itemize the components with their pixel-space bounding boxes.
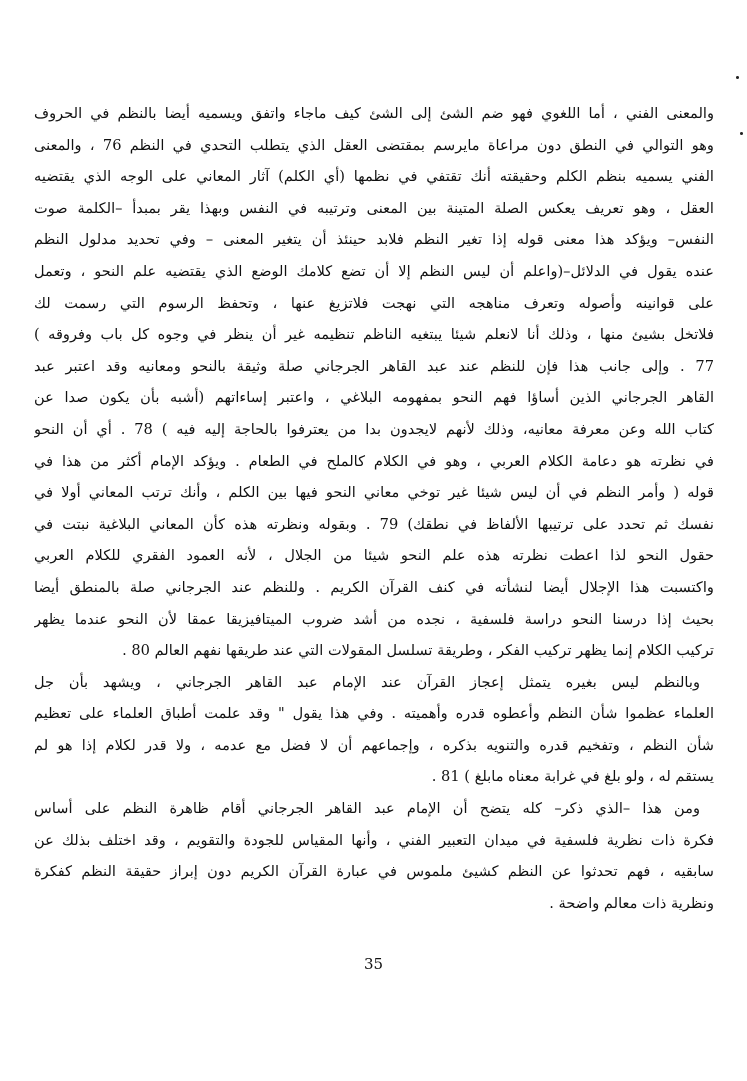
text-line: بحيث إذا درسنا النحو دراسة فلسفية ، نجده من أشد ضروب الميتافيزيقا عمقا لأن النحو عندما يظهر <box>34 610 714 628</box>
text-line: حقول النحو لذا اعطت نظرته هذه علم النحو شيئا من الجلال ، لأنه العمود الفقري للكلام العربي <box>34 547 714 565</box>
text-line: كتاب الله وعن معرفة معانيه، وذلك لأنهم لايجدون بدا من يعترفوا بالحاجة إليه فيه ) 78 . أي أن النحو <box>34 420 714 438</box>
page-number: 35 <box>363 955 384 973</box>
text-line: واكتسبت هذا الإجلال أيضا لنشأته في كنف القرآن الكريم . وللنظم عند الجرجاني صلة بالمنطق أيضا <box>34 578 714 596</box>
text-line: القاهر الجرجاني الذين أساؤا فهم النحو بمفهومه البلاغي ، واعتبر إساءاتهم (أشبه بأن يكون صدا عن <box>34 389 714 407</box>
text-line: في نظرته هو دعامة الكلام العربي ، وهو في الكلام كالملح في الطعام . ويؤكد الإمام أكثر من هذا في <box>34 452 714 470</box>
text-line: وهو التوالي في النطق دون مراعاة مايرسم بمقتضى العقل الذي يتطلب التحدي في النظم 76 ، والمعنى <box>34 136 714 154</box>
text-line: تركيب الكلام إنما يظهر تركيب الفكر ، وطريقة تسلسل المقولات التي عند طريقها نفهم العالم 80 . <box>122 642 714 660</box>
text-line: ومن هذا –الذي ذكر– كله يتضح أن الإمام عبد القاهر الجرجاني أقام ظاهرة النظم على أساس <box>34 800 700 818</box>
text-line: شأن النظم ، وتفخيم قدره والتنويه بذكره ، وإجماعهم أن لا فضل مع عدمه ، ولا قدر لكلام إذا هو لم <box>34 736 714 754</box>
text-line: الفني يسميه بنظم الكلم وحقيقته أنك تقتفي في نظمها (أي الكلم) آثار المعاني على الوجه الذي يقتضيه <box>34 168 714 186</box>
text-line: العقل ، وهو تعريف يعكس الصلة المتينة بين المعنى وترتيبه في النفس وبهذا يقر بمبدأ –الكلمة صوت <box>34 199 714 217</box>
body-text <box>34 98 714 919</box>
text-line: نفسك ثم تحدد على ترتيبها الألفاظ في نطقك) 79 . وبقوله ونظرته هذه كأن المعاني البلاغية نبتت في <box>34 515 714 533</box>
text-line: وبالنظم ليس بغيره يتمثل إعجاز القرآن عند الإمام عبد القاهر الجرجاني ، ويشهد بأن جل <box>34 673 700 691</box>
margin-mark <box>736 76 739 79</box>
text-line: فلاتخل بشيئ منها ، وذلك أنا لانعلم شيئا يبتغيه الناظم تنظيمه غير أن ينظر في وجوه كل باب وفروقه ) <box>34 326 714 344</box>
text-line: والمعنى الفني ، أما اللغوي فهو ضم الشئ إلى الشئ كيف ماجاء واتفق ويسميه أيضا بالنظم في الحروف <box>34 105 714 122</box>
text-line: قوله ( وأمر النظم في أن ليس شيئا غير توخي معاني النحو فيها بين الكلم ، وأنك ترتب المعاني أولا في <box>34 484 714 502</box>
text-line: سابقيه ، فهم تحدثوا عن النظم كشيئ ملموس في عبارة القرآن الكريم دون إبراز حقيقة النظم كفكرة <box>34 863 714 881</box>
text-line: فكرة ذات نظرية فلسفية في ميدان التعبير الفني ، وأنها المقياس للجودة والتقويم ، وقد اختلف بذلك عن <box>34 831 714 849</box>
text-line: ونظرية ذات معالم واضحة . <box>549 894 714 912</box>
text-line: عنده يقول في الدلائل–(واعلم أن ليس النظم إلا أن تضع كلامك الوضع الذي يقتضيه علم النحو ، وتعمل <box>34 262 714 280</box>
margin-mark <box>740 132 743 135</box>
text-line: 77 . وإلى جانب هذا فإن للنظم عند عبد القاهر الجرجاني صلة وثيقة بالنحو ومعانيه وقد اعتبر عبد <box>34 357 714 375</box>
text-line: النفس– ويؤكد هذا معنى قوله إذا تغير النظم فلابد حينئذ أن يتغير المعنى – وفي تحديد مدلول النظم <box>34 231 714 249</box>
text-line: يستقم له ، ولو بلغ في غرابة معناه مابلغ ) 81 . <box>431 768 714 786</box>
text-line: العلماء عظموا شأن النظم وأعطوه قدره وأهميته . وفي هذا يقول " وقد علمت أطباق العلماء على تعظيم <box>34 705 714 723</box>
text-line: على قوانينه وأصوله وتعرف مناهجه التي نهجت فلاتزيغ عنها ، وتحفظ الرسوم التي رسمت لك <box>34 294 714 312</box>
